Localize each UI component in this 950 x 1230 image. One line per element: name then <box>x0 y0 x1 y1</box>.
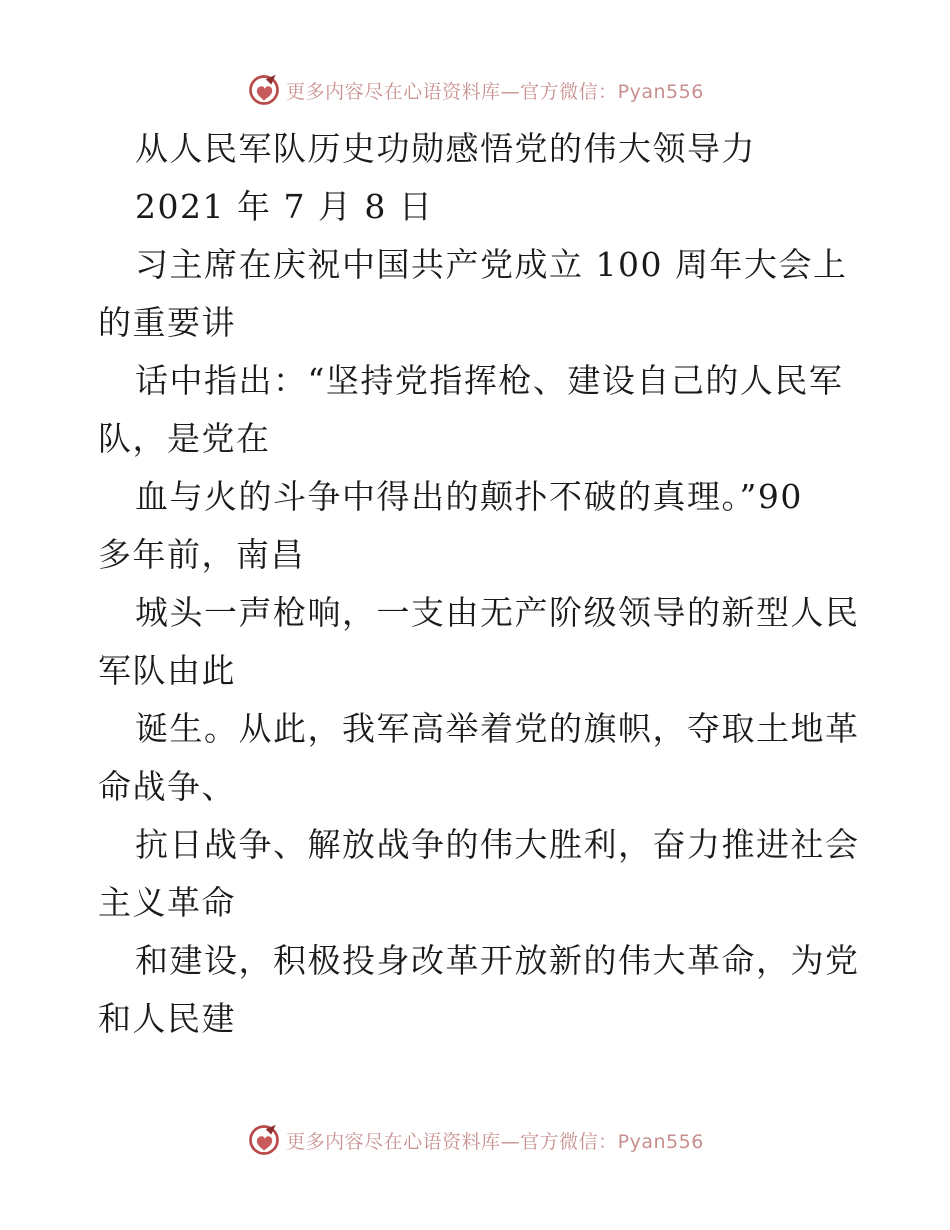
pen-heart-logo-icon <box>246 72 282 108</box>
watermark-text: 更多内容尽在心语资料库—官方微信：Pyan556 <box>286 1130 704 1153</box>
header-watermark <box>0 70 950 110</box>
pen-heart-logo-icon <box>246 1122 282 1158</box>
text-line: 和建设，积极投身改革开放新的伟大革命，为党 <box>135 941 860 980</box>
text-line: 和人民建 <box>98 999 236 1038</box>
text-line: 诞生。从此，我军高举着党的旗帜，夺取土地革 <box>135 709 860 748</box>
text-line: 的重要讲 <box>98 303 236 342</box>
text-line: 多年前，南昌 <box>98 535 305 574</box>
document-body <box>98 120 868 1048</box>
document-title: 从人民军队历史功勋感悟党的伟大领导力 <box>135 129 756 168</box>
text-line: 血与火的斗争中得出的颠扑不破的真理。”90 <box>135 477 803 516</box>
text-line: 抗日战争、解放战争的伟大胜利，奋力推进社会 <box>135 825 860 864</box>
document-date: 2021 年 7 月 8 日 <box>135 187 434 226</box>
text-line: 习主席在庆祝中国共产党成立 100 周年大会上 <box>135 245 848 284</box>
text-line: 主义革命 <box>98 883 236 922</box>
watermark-text: 更多内容尽在心语资料库—官方微信：Pyan556 <box>286 80 704 103</box>
text-line: 城头一声枪响，一支由无产阶级领导的新型人民 <box>135 593 860 632</box>
footer-watermark <box>0 1120 950 1160</box>
text-line: 话中指出：“坚持党指挥枪、建设自己的人民军 <box>135 361 844 400</box>
text-line: 队，是党在 <box>98 419 271 458</box>
text-line: 命战争、 <box>98 767 236 806</box>
text-line: 军队由此 <box>98 651 236 690</box>
